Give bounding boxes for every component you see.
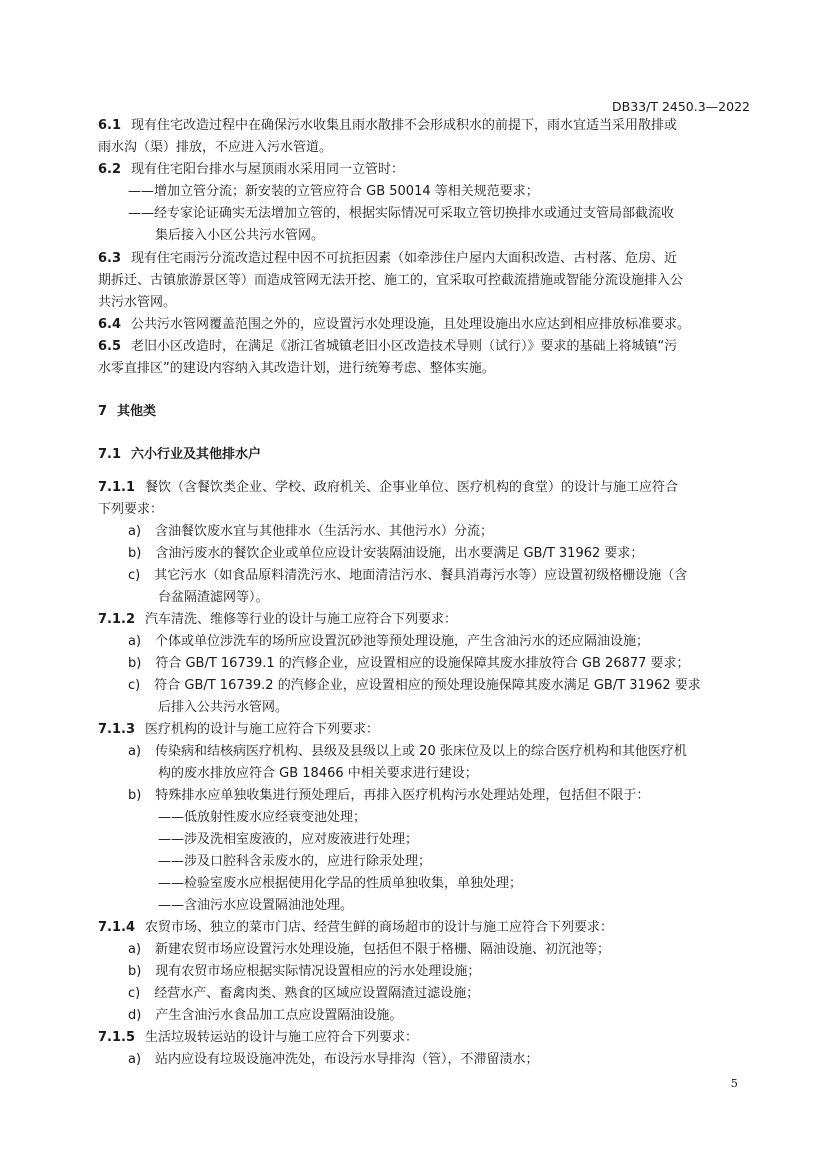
text-line (98, 720, 379, 740)
text-line (128, 786, 649, 806)
clause-number: d) (128, 1008, 142, 1023)
clause-text: 构的废水排放应符合 GB 18466 中相关要求进行建设； (158, 766, 478, 781)
clause-text: 新建农贸市场应设置污水处理设施，包括但不限于格栅、隔油设施、初沉池等； (155, 942, 611, 957)
text-line (128, 962, 480, 982)
text-line (98, 445, 261, 465)
text-line (158, 896, 353, 916)
clause-text: ——增加立管分流；新安装的立管应符合 GB 50014 等相关规范要求； (128, 184, 539, 199)
clause-number: 7.1.3 (98, 722, 136, 737)
text-line (98, 918, 613, 938)
text-line (158, 852, 431, 872)
clause-number: 7.1 (98, 447, 122, 462)
text-line (98, 1028, 418, 1048)
text-line (128, 522, 493, 542)
clause-text: 台盆隔渣滤网等）。 (158, 590, 269, 605)
clause-text: 公共污水管网覆盖范围之外的，应设置污水处理设施，且处理设施出水应达到相应排放标准要求。 (131, 317, 691, 332)
clause-number: c) (128, 568, 141, 583)
clause-text: ——涉及洗相室废液的，应对废液进行处理； (158, 832, 419, 847)
clause-number: 6.5 (98, 339, 122, 354)
clause-text: 六小行业及其他排水户 (131, 447, 262, 462)
text-line (98, 337, 677, 357)
clause-number: 7.1.1 (98, 480, 136, 495)
clause-text: 老旧小区改造时，在满足《浙江省城镇老旧小区改造技术导则（试行）》要求的基础上将城镇“污 (131, 339, 678, 354)
clause-number: 6.2 (98, 162, 122, 177)
clause-number: a) (128, 634, 142, 649)
clause-text: 传染病和结核病医疗机构、县级及县级以上或 20 张床位及以上的综合医疗机构和其他医疗机 (155, 744, 687, 759)
text-line (128, 676, 701, 696)
clause-number: a) (128, 942, 142, 957)
clause-number: b) (128, 964, 142, 979)
text-line (128, 1050, 539, 1070)
text-line (98, 160, 404, 180)
text-line (98, 271, 683, 291)
clause-text: 共污水管网。 (98, 295, 177, 310)
text-line (128, 632, 649, 652)
clause-text: 下列要求： (98, 502, 164, 517)
text-line (98, 478, 678, 498)
clause-text: 医疗机构的设计与施工应符合下列要求： (145, 722, 380, 737)
text-line (158, 874, 522, 894)
clause-text: 个体或单位涉洗车的场所应设置沉砂池等预处理设施，产生含油污水的还应隔油设施； (155, 634, 650, 649)
clause-text: 现有住宅改造过程中在确保污水收集且雨水散排不会形成积水的前提下，雨水宜适当采用散排或 (131, 118, 678, 133)
clause-text: 其他类 (117, 404, 157, 419)
clause-text: 餐饮（含餐饮类企业、学校、政府机关、企事业单位、医疗机构的食堂）的设计与施工应符合 (145, 480, 679, 495)
text-line (98, 359, 495, 379)
text-line (98, 402, 156, 422)
text-line (155, 226, 324, 246)
text-line (98, 138, 332, 158)
clause-number: a) (128, 1052, 142, 1067)
text-line (128, 940, 610, 960)
clause-number: 7 (98, 404, 108, 419)
text-line (98, 249, 677, 269)
clause-number: b) (128, 656, 142, 671)
clause-text: 产生含油污水食品加工点应设置隔油设施。 (155, 1008, 403, 1023)
clause-text: ——检验室废水应根据使用化学品的性质单独收集，单独处理； (158, 876, 523, 891)
standard-code: DB33/T 2450.3—2022 (612, 99, 750, 114)
clause-text: 站内应设有垃圾设施冲洗处，布设污水导排沟（管），不滞留渍水； (155, 1052, 539, 1067)
clause-text: ——经专家论证确实无法增加立管的，根据实际情况可采取立管切换排水或通过支管局部截流收 (128, 206, 675, 221)
text-line (128, 566, 687, 586)
clause-text: 生活垃圾转运站的设计与施工应符合下列要求： (145, 1030, 419, 1045)
clause-text: 现有住宅阳台排水与屋顶雨水采用同一立管时： (131, 162, 405, 177)
clause-number: c) (128, 678, 141, 693)
clause-text: 符合 GB/T 16739.1 的汽修企业，应设置相应的设施保障其废水排放符合 GB 26877 要求； (155, 656, 690, 671)
text-line (158, 808, 366, 828)
clause-text: 现有农贸市场应根据实际情况设置相应的污水处理设施； (155, 964, 481, 979)
text-line (128, 984, 479, 1004)
clause-text: 其它污水（如食品原料清洗污水、地面清洁污水、餐具消毒污水等）应设置初级格栅设施（含 (154, 568, 688, 583)
clause-number: c) (128, 986, 141, 1001)
clause-number: a) (128, 744, 142, 759)
clause-text: 现有住宅雨污分流改造过程中因不可抗拒因素（如牵涉住户屋内大面积改造、古村落、危房、近 (131, 251, 678, 266)
clause-text: 后排入公共污水管网。 (158, 700, 289, 715)
text-line (128, 182, 539, 202)
clause-text: 水零直排区”的建设内容纳入其改造计划，进行统筹考虑、整体实施。 (98, 361, 495, 376)
text-line (98, 500, 163, 520)
clause-number: 7.1.4 (98, 920, 136, 935)
clause-text: 农贸市场、独立的菜市门店、经营生鲜的商场超市的设计与施工应符合下列要求： (145, 920, 614, 935)
text-line (158, 830, 418, 850)
text-line (98, 293, 176, 313)
text-line (128, 654, 690, 674)
clause-text: 经营水产、畜禽肉类、熟食的区域应设置隔渣过滤设施； (154, 986, 480, 1001)
clause-text: 期拆迁、古镇旅游景区等）而造成管网无法开挖、施工的，宜采取可控截流措施或智能分流设施排入公 (98, 273, 684, 288)
page-number: 5 (730, 1076, 738, 1090)
clause-text: 符合 GB/T 16739.2 的汽修企业，应设置相应的预处理设施保障其废水满足 GB/T 31962 要求 (154, 678, 701, 693)
text-line (158, 764, 478, 784)
clause-number: b) (128, 788, 142, 803)
clause-number: b) (128, 546, 142, 561)
clause-text: 雨水沟（渠）排放，不应进入污水管道。 (98, 140, 333, 155)
text-line (158, 698, 288, 718)
clause-number: 7.1.2 (98, 612, 136, 627)
clause-number: 7.1.5 (98, 1030, 136, 1045)
clause-text: 特殊排水应单独收集进行预处理后，再排入医疗机构污水处理站处理，包括但不限于： (155, 788, 650, 803)
text-line (98, 610, 457, 630)
clause-text: 含油餐饮废水宜与其他排水（生活污水、其他污水）分流； (155, 524, 494, 539)
text-line (128, 204, 674, 224)
clause-text: 含油污废水的餐饮企业或单位应设计安装隔油设施，出水要满足 GB/T 31962 要求； (155, 546, 644, 561)
clause-number: a) (128, 524, 142, 539)
clause-number: 6.4 (98, 317, 122, 332)
clause-text: ——低放射性废水应经衰变池处理； (158, 810, 367, 825)
clause-number: 6.3 (98, 251, 122, 266)
text-line (98, 116, 677, 136)
text-line (128, 544, 643, 564)
clause-text: 集后接入小区公共污水管网。 (155, 228, 325, 243)
text-line (158, 588, 269, 608)
text-line (128, 1006, 402, 1026)
text-line (98, 315, 690, 335)
clause-text: 汽车清洗、维修等行业的设计与施工应符合下列要求： (145, 612, 458, 627)
clause-text: ——含油污水应设置隔油池处理。 (158, 898, 354, 913)
clause-text: ——涉及口腔科含汞废水的，应进行除汞处理； (158, 854, 432, 869)
clause-number: 6.1 (98, 118, 122, 133)
text-line (128, 742, 687, 762)
